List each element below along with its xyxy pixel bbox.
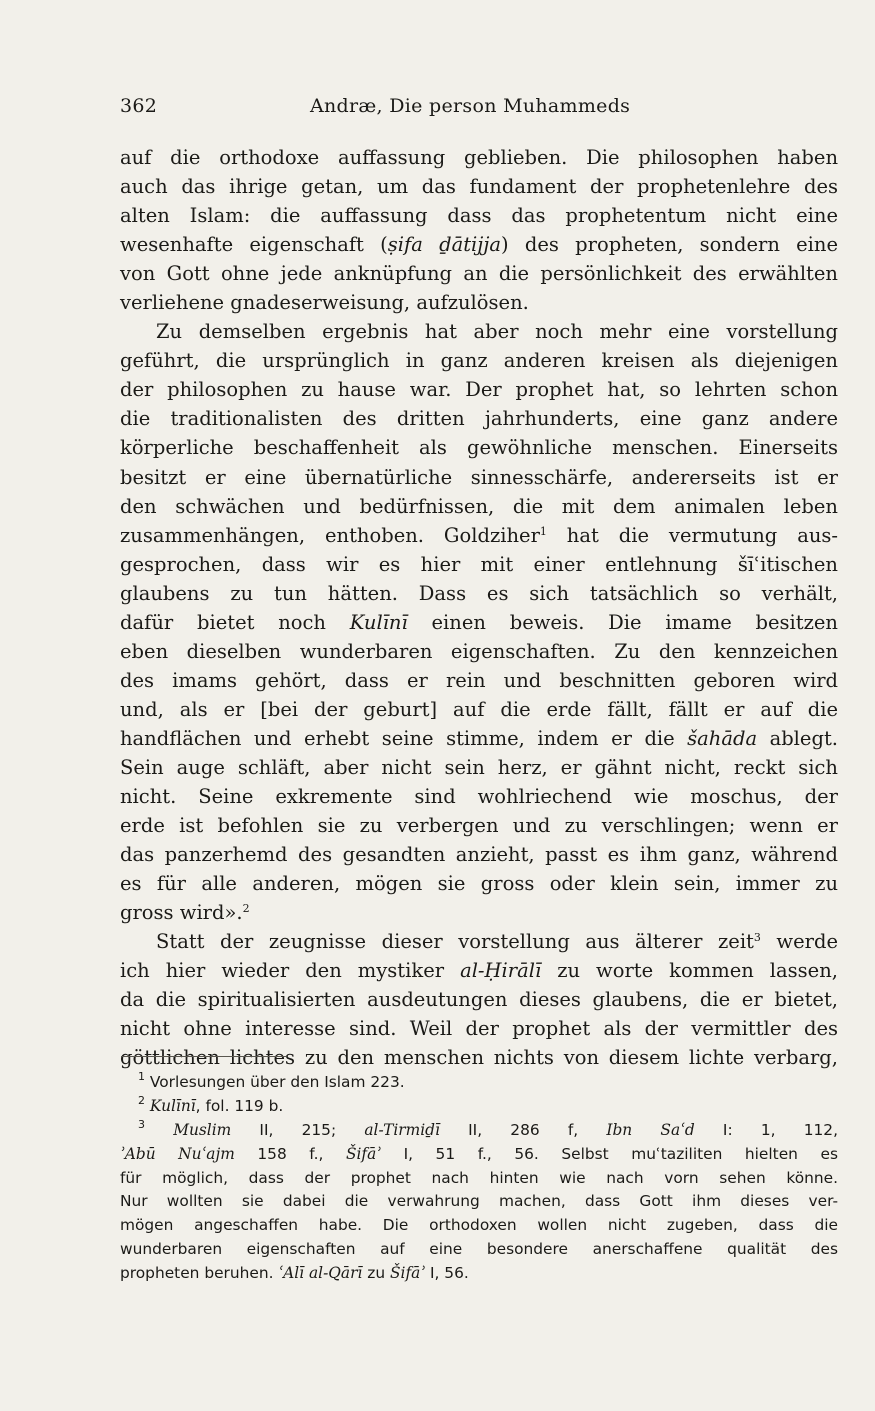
footnote: $^3$ Muslim II, 215; al-Tirmiḏī II, 286 f, Ibn Saʿd I: 1, 112, (138, 1117, 838, 1139)
page-header (120, 95, 838, 121)
footnote-line: ʾAbū Nuʿajm 158 f., Šifāʾ I, 51 f., 56. Selbst muʿtaziliten hielten es (120, 1144, 838, 1163)
text-line: eben dieselben wunderbaren eigenschaften. Zu den kennzeichen (120, 639, 838, 663)
arabic-term: šahāda (687, 726, 758, 750)
text-line: erde ist befohlen sie zu verbergen und zu verschlingen; wenn er (120, 814, 838, 838)
text-line: auf die orthodoxe auffassung geblieben. Die philosophen haben (120, 146, 838, 169)
running-head: Andræ, Die person Muhammeds (310, 95, 631, 117)
footnote-ref: 2 (242, 902, 250, 916)
footnote-number: 2 (138, 1093, 145, 1107)
footnote-line: Nur wollten sie dabei die verwahrung machen, dass Gott ihm dieses ver- (120, 1192, 838, 1211)
text-line: auch das ihrige getan, um das fundament der prophetenlehre des (120, 175, 838, 199)
footnote-line: propheten beruhen. ʿAlī al-Qārī zu Šifāʾ I, 56. (120, 1264, 469, 1283)
footnote: $^1$ Vorlesungen über den Islam 223. (138, 1070, 405, 1091)
text-line: zusammenhängen, enthoben. Goldziher$^1$ hat die vermutung aus- (120, 523, 838, 547)
text-line: Sein auge schläft, aber nicht sein herz, er gähnt nicht, reckt sich (120, 755, 838, 779)
text-line: die traditionalisten des dritten jahrhunderts, eine ganz andere (120, 407, 838, 431)
page-number: 362 (120, 95, 158, 117)
footnote-line: für möglich, dass der prophet nach hinten wie nach vorn sehen könne. (120, 1168, 838, 1187)
text-line: da die spiritualisierten ausdeutungen dieses glaubens, die er bietet, (120, 988, 838, 1012)
text-line: nicht. Seine exkremente sind wohlriechend wie moschus, der (120, 785, 838, 809)
text-line: das panzerhemd des gesandten anzieht, passt es ihm ganz, während (120, 843, 838, 867)
text-line: gesprochen, dass wir es hier mit einer entlehnung šīʿitischen (120, 552, 838, 576)
text-line: Zu demselben ergebnis hat aber noch mehr eine vorstellung (156, 320, 838, 344)
text-line: den schwächen und bedürfnissen, die mit dem animalen leben (120, 494, 838, 518)
text-line: von Gott ohne jede anknüpfung an die persönlichkeit des erwählten (120, 262, 838, 286)
author-name: al-Ḥirālī (460, 959, 542, 983)
text-line: körperliche beschaffenheit als gewöhnliche menschen. Einerseits (120, 436, 838, 460)
text-line: dafür bietet noch Kulīnī einen beweis. Die imame besitzen (120, 610, 838, 634)
text-line: alten Islam: die auffassung dass das prophetentum nicht eine (120, 204, 838, 228)
footnote-line: wunderbaren eigenschaften auf eine besondere anerschaffene qualität des (120, 1240, 838, 1259)
text-line: Statt der zeugnisse dieser vorstellung aus älterer zeit$^3$ werde (156, 930, 838, 954)
main-text (120, 143, 838, 1073)
footnote-line: mögen angeschaffen habe. Die orthodoxen wollen nicht zugeben, dass die (120, 1216, 838, 1235)
text-line: des imams gehört, dass er rein und beschnitten geboren wird (120, 668, 838, 692)
footnote: $^2$ Kulīnī, fol. 119 b. (138, 1093, 284, 1115)
text-line: glaubens zu tun hätten. Dass es sich tatsächlich so verhält, (120, 581, 838, 605)
footnote-ref: 1 (539, 524, 547, 538)
footnotes (120, 1071, 838, 1286)
footnote-ref: 3 (753, 931, 761, 945)
arabic-term: ṣifa ḏātijja (387, 233, 502, 257)
text-line: wesenhafte eigenschaft (ṣifa ḏātijja) des propheten, sondern eine (120, 233, 839, 257)
author-name: Kulīnī (349, 610, 408, 634)
text-line: und, als er [bei der geburt] auf die erde fällt, fällt er auf die (120, 697, 838, 721)
text-line: ich hier wieder den mystiker al-Ḥirālī zu worte kommen lassen, (120, 959, 838, 983)
footnote-number: 3 (138, 1117, 145, 1131)
text-line: es für alle anderen, mögen sie gross oder klein sein, immer zu (120, 872, 838, 896)
text-line: der philosophen zu hause war. Der prophet hat, so lehrten schon (120, 378, 838, 402)
text-line: handflächen und erhebt seine stimme, indem er die šahāda ablegt. (120, 726, 838, 750)
text-line: nicht ohne interesse sind. Weil der prophet als der vermittler des (120, 1017, 838, 1041)
text-line: verliehene gnadeserweisung, aufzulösen. (120, 291, 529, 315)
text-line: gross wird».$^2$ (120, 901, 250, 925)
footnote-rule (121, 1056, 286, 1057)
footnote-number: 1 (138, 1070, 145, 1083)
text-line: göttlichen lichtes zu den menschen nichts von diesem lichte verbarg, (120, 1046, 838, 1070)
text-line: besitzt er eine übernatürliche sinnesschärfe, andererseits ist er (120, 465, 838, 489)
text-line: geführt, die ursprünglich in ganz anderen kreisen als diejenigen (120, 349, 838, 373)
